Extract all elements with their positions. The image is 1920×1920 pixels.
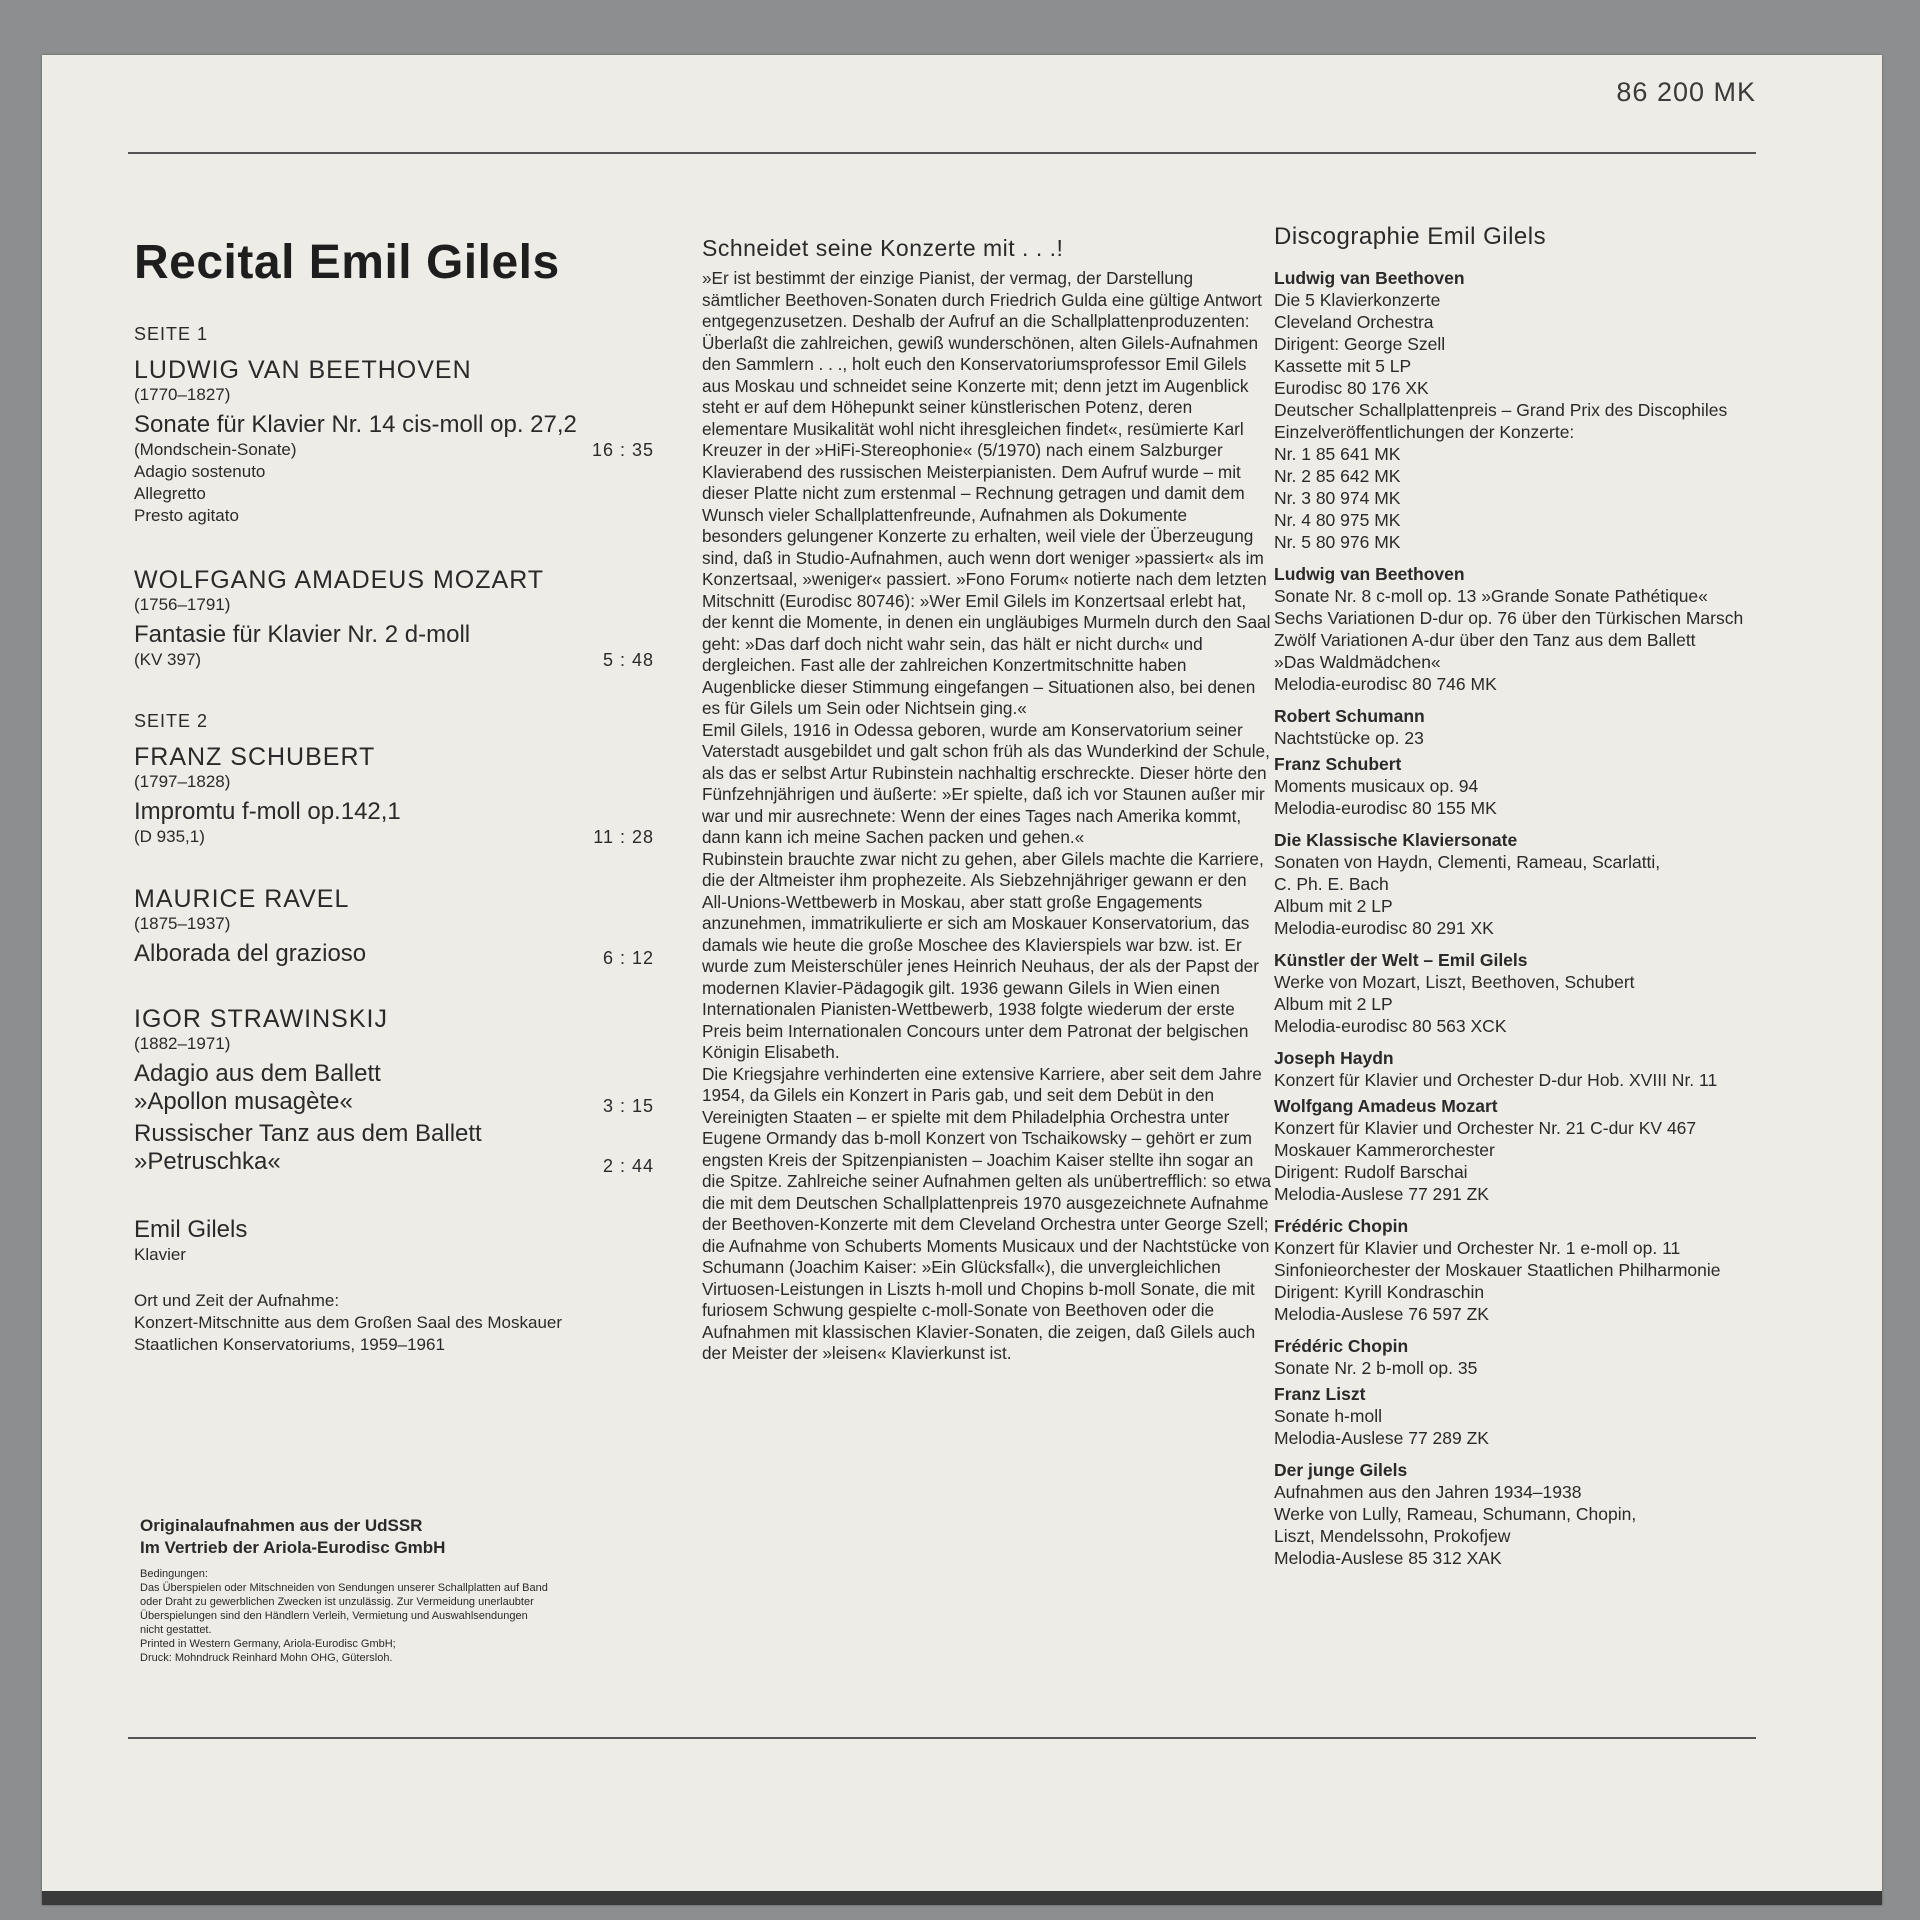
discography-entry-line: Werke von Mozart, Liszt, Beethoven, Schubert xyxy=(1274,972,1635,992)
discography-entry-heading: Robert Schumann xyxy=(1274,706,1425,726)
discography-entry-line: Melodia-Auslese 85 312 XAK xyxy=(1274,1548,1502,1568)
discography-entry-line: »Das Waldmädchen« xyxy=(1274,652,1441,672)
work-title: Sonate für Klavier Nr. 14 cis-moll op. 27,2 xyxy=(134,411,577,438)
discography-entry xyxy=(1274,1383,1814,1449)
discography-entry-line: Album mit 2 LP xyxy=(1274,994,1393,1014)
work-subtitle: (D 935,1) xyxy=(134,827,205,846)
discography-entry-line: Zwölf Variationen A-dur über den Tanz aus dem Ballett xyxy=(1274,630,1696,650)
essay-text xyxy=(702,268,1272,1365)
composer-dates: (1770–1827) xyxy=(134,385,231,404)
catalog-number: 86 200 MK xyxy=(1616,77,1756,107)
discography-column xyxy=(1274,223,1814,1579)
work-title: »Apollon musagète« xyxy=(134,1088,353,1115)
discography-entry xyxy=(1274,563,1814,695)
discography-entry xyxy=(1274,1335,1814,1379)
origin-line: Im Vertrieb der Ariola-Eurodisc GmbH xyxy=(140,1538,446,1557)
schubert-block xyxy=(134,742,654,848)
discography-title: Discographie Emil Gilels xyxy=(1274,223,1547,250)
discography-entry xyxy=(1274,1047,1814,1091)
origin-block xyxy=(140,1515,660,1665)
movement: Allegretto xyxy=(134,484,206,503)
discography-entry-heading: Der junge Gilels xyxy=(1274,1460,1408,1480)
fine-print-line: oder Draht zu gewerblichen Zwecken ist unzulässig. Zur Vermeidung unerlaubter xyxy=(140,1596,534,1608)
top-rule xyxy=(128,152,1756,154)
track-time: 3 : 15 xyxy=(602,1096,654,1116)
recording-info xyxy=(134,1290,654,1356)
strawinskij-block xyxy=(134,1004,654,1176)
discography-entry-line: Liszt, Mendelssohn, Prokofjew xyxy=(1274,1526,1511,1546)
work-title: Impromtu f-moll op.142,1 xyxy=(134,798,401,825)
side-2-label: SEITE 2 xyxy=(134,711,209,731)
work-title-row xyxy=(134,1148,654,1176)
composer-name: FRANZ SCHUBERT xyxy=(134,743,376,771)
discography-entry-line: Sinfonieorchester der Moskauer Staatlichen Philharmonie xyxy=(1274,1260,1721,1280)
essay-paragraph: Rubinstein brauchte zwar nicht zu gehen, aber Gilels machte die Karriere, die der Altmeister ihm prophezeite. Als Siebzehnjähriger gewann er den All-Unions-Wettbewerb in Moskau, aber statt große Engagements anzunehmen, immatrikulierte er sich am Moskauer Konservatorium, das damals wie heute die große Moschee des Klavierspiels war bzw. ist. Er wurde zum Meisterschüler jenes Heinrich Neuhaus, der als der Papst der modernen Klavier-Pädagogik gilt. 1936 gewann Gilels in Wien einen Internationalen Pianisten-Wettbewerb, 1938 folgte wiederum der erste Preis beim Internationalen Concours unter dem Patronat der belgischen Königin Elisabeth. xyxy=(702,848,1264,1062)
composer-name: MAURICE RAVEL xyxy=(134,885,350,913)
composer-name: LUDWIG VAN BEETHOVEN xyxy=(134,356,472,384)
movement: Adagio sostenuto xyxy=(134,462,266,481)
discography-entry-heading: Frédéric Chopin xyxy=(1274,1336,1409,1356)
discography-entry-line: Konzert für Klavier und Orchester Nr. 1 e-moll op. 11 xyxy=(1274,1238,1681,1258)
discography-entry-heading: Franz Liszt xyxy=(1274,1384,1366,1404)
discography-entry-heading: Frédéric Chopin xyxy=(1274,1216,1409,1236)
discography-entry-line: Konzert für Klavier und Orchester Nr. 21 C-dur KV 467 xyxy=(1274,1118,1697,1138)
bottom-rule xyxy=(128,1737,1756,1739)
discography-entry-line: Werke von Lully, Rameau, Schumann, Chopin, xyxy=(1274,1504,1637,1524)
fine-print-line: nicht gestattet. xyxy=(140,1624,212,1636)
side-1-label: SEITE 1 xyxy=(134,324,209,344)
mozart-block xyxy=(134,565,654,671)
tracklist-column xyxy=(134,235,654,1356)
composer-name: WOLFGANG AMADEUS MOZART xyxy=(134,566,545,594)
recording-info-line: Konzert-Mitschnitte aus dem Großen Saal des Moskauer xyxy=(134,1313,563,1332)
discography-entry-line: Melodia-eurodisc 80 291 XK xyxy=(1274,918,1494,938)
fine-print-line: Druck: Mohndruck Reinhard Mohn OHG, Gütersloh. xyxy=(140,1652,393,1664)
track-time: 11 : 28 xyxy=(593,827,654,847)
origin-line: Originalaufnahmen aus der UdSSR xyxy=(140,1516,423,1535)
discography-entry-line: Eurodisc 80 176 XK xyxy=(1274,378,1429,398)
discography-entry-line: Cleveland Orchestra xyxy=(1274,312,1434,332)
discography-entry-line: Nr. 2 85 642 MK xyxy=(1274,466,1401,486)
discography-entry-heading: Joseph Haydn xyxy=(1274,1048,1394,1068)
discography-entry-line: Kassette mit 5 LP xyxy=(1274,356,1412,376)
fine-print-line: Printed in Western Germany, Ariola-Eurodisc GmbH; xyxy=(140,1638,396,1650)
movement: Presto agitato xyxy=(134,506,239,525)
beethoven-block xyxy=(134,355,654,527)
discography-entry-heading: Wolfgang Amadeus Mozart xyxy=(1274,1096,1498,1116)
ravel-block xyxy=(134,884,654,968)
discography-entry xyxy=(1274,753,1814,819)
discography-entry-line: Moskauer Kammerorchester xyxy=(1274,1140,1495,1160)
performer-name: Emil Gilels xyxy=(134,1216,248,1243)
track-time: 6 : 12 xyxy=(602,948,654,968)
record-sleeve-back xyxy=(42,55,1882,1905)
album-title: Recital Emil Gilels xyxy=(134,236,560,289)
discography-entry xyxy=(1274,1215,1814,1325)
composer-name: IGOR STRAWINSKIJ xyxy=(134,1005,388,1033)
fine-print-line: Bedingungen: xyxy=(140,1568,208,1580)
discography-entry xyxy=(1274,1095,1814,1205)
discography-list xyxy=(1274,267,1814,1569)
work-title: »Petruschka« xyxy=(134,1148,281,1175)
discography-entry-line: Konzert für Klavier und Orchester D-dur Hob. XVIII Nr. 11 xyxy=(1274,1070,1718,1090)
essay-paragraph: Emil Gilels, 1916 in Odessa geboren, wurde am Konservatorium seiner Vaterstadt ausgebildet und galt schon früh als das Wunderkind der Schule, als das er selbst Artur Rubinstein nachhaltig erschreckte. Dieser hörte den Fünfzehnjährigen und äußerte: »Er spielte, daß ich vor Staunen außer mir war und mir ausrechnete: Wenn der eines Tages nach Amerika kommt, dann kann ich meine Sachen packen und gehen.« xyxy=(702,719,1270,847)
discography-entry-line: Sonate h-moll xyxy=(1274,1406,1382,1426)
discography-entry-line: Nr. 3 80 974 MK xyxy=(1274,488,1401,508)
discography-entry-line: Sonate Nr. 2 b-moll op. 35 xyxy=(1274,1358,1478,1378)
fine-print-line: Überspielungen sind den Händlern Verleih, Vermietung und Auswahlsendungen xyxy=(140,1610,528,1622)
discography-entry-line: Nr. 5 80 976 MK xyxy=(1274,532,1401,552)
discography-entry-heading: Künstler der Welt – Emil Gilels xyxy=(1274,950,1528,970)
track-time: 5 : 48 xyxy=(602,650,654,670)
composer-dates: (1875–1937) xyxy=(134,914,231,933)
discography-entry-heading: Ludwig van Beethoven xyxy=(1274,268,1465,288)
work-title-row xyxy=(134,940,654,968)
discography-entry-line: C. Ph. E. Bach xyxy=(1274,874,1389,894)
discography-entry-line: Nachtstücke op. 23 xyxy=(1274,728,1424,748)
recording-info-line: Ort und Zeit der Aufnahme: xyxy=(134,1291,340,1310)
discography-entry xyxy=(1274,1459,1814,1569)
track-time: 2 : 44 xyxy=(602,1156,654,1176)
sleeve-edge xyxy=(42,1891,1882,1905)
discography-entry xyxy=(1274,949,1814,1037)
fine-print-line: Das Überspielen oder Mitschneiden von Sendungen unserer Schallplatten auf Band xyxy=(140,1582,548,1594)
essay-title: Schneidet seine Konzerte mit . . .! xyxy=(702,235,1064,261)
work-subtitle-row xyxy=(134,439,654,461)
composer-dates: (1882–1971) xyxy=(134,1034,231,1053)
discography-entry-line: Dirigent: Kyrill Kondraschin xyxy=(1274,1282,1485,1302)
discography-entry-line: Melodia-Auslese 77 291 ZK xyxy=(1274,1184,1489,1204)
performer-instrument: Klavier xyxy=(134,1245,186,1264)
discography-entry-heading: Die Klassische Klaviersonate xyxy=(1274,830,1518,850)
composer-dates: (1797–1828) xyxy=(134,772,231,791)
work-title: Fantasie für Klavier Nr. 2 d-moll xyxy=(134,621,471,648)
work-subtitle-row xyxy=(134,649,654,671)
discography-entry-line: Einzelveröffentlichungen der Konzerte: xyxy=(1274,422,1575,442)
discography-entry-line: Sonaten von Haydn, Clementi, Rameau, Scarlatti, xyxy=(1274,852,1661,872)
work-title: Alborada del grazioso xyxy=(134,940,367,967)
discography-entry-line: Sonate Nr. 8 c-moll op. 13 »Grande Sonate Pathétique« xyxy=(1274,586,1708,606)
recording-info-line: Staatlichen Konservatoriums, 1959–1961 xyxy=(134,1335,445,1354)
work-title-row xyxy=(134,1088,654,1116)
discography-entry-line: Album mit 2 LP xyxy=(1274,896,1393,916)
discography-entry-line: Nr. 1 85 641 MK xyxy=(1274,444,1401,464)
discography-entry xyxy=(1274,705,1814,749)
discography-entry xyxy=(1274,267,1814,553)
discography-entry-line: Dirigent: Rudolf Barschai xyxy=(1274,1162,1468,1182)
discography-entry-line: Nr. 4 80 975 MK xyxy=(1274,510,1401,530)
discography-entry-line: Melodia-Auslese 76 597 ZK xyxy=(1274,1304,1489,1324)
discography-entry-line: Melodia-eurodisc 80 155 MK xyxy=(1274,798,1497,818)
discography-entry-line: Sechs Variationen D-dur op. 76 über den Türkischen Marsch xyxy=(1274,608,1744,628)
discography-entry-line: Dirigent: George Szell xyxy=(1274,334,1446,354)
essay-paragraph: »Er ist bestimmt der einzige Pianist, der vermag, der Darstellung sämtlicher Beethoven-Sonaten durch Friedrich Gulda eine gültige Antwort entgegenzusetzen. Deshalb der Aufruf an die Schallplattenproduzenten: Überlaßt die zahlreichen, gewiß wunderschönen, alten Gilels-Aufnahmen den Sammlern . . ., holt euch den Konservatoriumsprofessor Emil Gilels aus Moskau und schneidet seine Konzerte mit; denn jetzt im Augenblick steht er auf dem Höhepunkt seiner künstlerischen Potenz, deren elementare Musikalität wohl nicht ihresgleichen findet«, resümierte Karl Kreuzer in der »HiFi-Stereophonie« (5/1970) nach einem Salzburger Klavierabend des russischen Meisterpianisten. Dem Aufruf wurde – mit dieser Platte nicht zum erstenmal – Rechnung getragen und damit dem Wunsch vieler Schallplattenfreunde, Aufnahmen als Dokumente besonders gelungener Konzerte zu erhalten, weil viele der Überzeugung sind, daß in Studio-Aufnahmen, auch wenn dort weniger »passiert« als im Konzertsaal, »weniger« passiert. »Fono Forum« notierte nach dem letzten Mitschnitt (Eurodisc 80746): »Wer Emil Gilels im Konzertsaal erlebt hat, der kennt die Momente, in denen ein ungläubiges Murmeln durch den Saal geht: »Das darf doch nicht wahr sein, das hält er nicht durch« und dergleichen. Fast alle der zahlreichen Konzertmitschnitte haben Augenblicke dieser Stimmung eingefangen – Situationen also, bei denen es für Gilels um Sein oder Nichtsein ging.« xyxy=(702,268,1271,718)
discography-entry-line: Melodia-eurodisc 80 563 XCK xyxy=(1274,1016,1507,1036)
discography-entry-line: Deutscher Schallplattenpreis – Grand Prix des Discophiles xyxy=(1274,400,1728,420)
discography-entry xyxy=(1274,829,1814,939)
discography-entry-line: Melodia-Auslese 77 289 ZK xyxy=(1274,1428,1489,1448)
composer-dates: (1756–1791) xyxy=(134,595,231,614)
fine-print xyxy=(140,1567,660,1665)
discography-entry-line: Aufnahmen aus den Jahren 1934–1938 xyxy=(1274,1482,1582,1502)
track-time: 16 : 35 xyxy=(591,440,654,460)
discography-entry-line: Die 5 Klavierkonzerte xyxy=(1274,290,1441,310)
work-subtitle-row xyxy=(134,826,654,848)
discography-entry-heading: Franz Schubert xyxy=(1274,754,1402,774)
work-title: Russischer Tanz aus dem Ballett xyxy=(134,1120,482,1147)
work-subtitle: (Mondschein-Sonate) xyxy=(134,440,297,459)
work-title: Adagio aus dem Ballett xyxy=(134,1060,381,1087)
discography-entry-heading: Ludwig van Beethoven xyxy=(1274,564,1465,584)
essay-paragraph: Die Kriegsjahre verhinderten eine extensive Karriere, aber seit dem Jahre 1954, da Gilels ein Konzert in Paris gab, und seit dem Debüt in den Vereinigten Staaten – er spielte mit dem Philadelphia Orchestra unter Eugene Ormandy das b-moll Konzert von Tschaikowsky – gehört er zum engsten Kreis der Spitzenpianisten – Joachim Kaiser stellte ihn sogar an die Spitze. Zahlreiche seiner Aufnahmen gelten als unübertrefflich: so etwa die mit dem Deutschen Schallplattenpreis 1970 ausgezeichnete Aufnahme der Beethoven-Konzerte mit dem Cleveland Orchestra unter George Szell; die Aufnahme von Schuberts Moments Musicaux und der Nachtstücke von Schumann (Joachim Kaiser: »Ein Glücksfall«), die unvergleichlichen Virtuosen-Leistungen in Liszts h-moll und Chopins b-moll Sonate, die mit furiosem Schwung gespielte c-moll-Sonate von Beethoven oder die Aufnahmen mit klassischen Klavier-Sonaten, die zeigen, daß Gilels auch der Meister der »leisen« Klavierkunst ist. xyxy=(702,1063,1272,1363)
essay-column xyxy=(702,235,1272,1365)
work-subtitle: (KV 397) xyxy=(134,650,202,669)
discography-entry-line: Melodia-eurodisc 80 746 MK xyxy=(1274,674,1497,694)
discography-entry-line: Moments musicaux op. 94 xyxy=(1274,776,1479,796)
